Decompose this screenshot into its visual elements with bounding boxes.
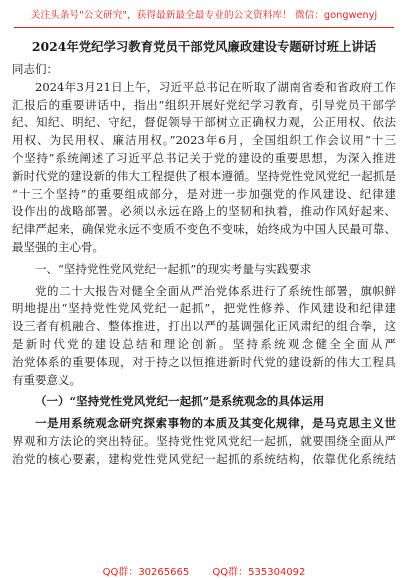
salutation: 同志们： (12, 62, 58, 76)
body-line: 用权、为民用权、廉洁用权。”2023年6月，全国组织工作会议用“十三 (12, 133, 396, 148)
header-divider (14, 27, 394, 28)
body-line: 最坚强的主心骨。 (12, 239, 104, 254)
body-line: 设作出的战略部署。必须以永远在路上的坚韧和执着，推动作风好起来、 (12, 204, 396, 219)
body-line: 设三者有机融合、整体推进，打出以严的基调强化正风肃纪的组合拳，这 (12, 319, 396, 334)
top-notice: 关注头条号"公文研究"，获得最新最全最专业的公文资料库！ 微信：gongwenyj (30, 10, 378, 21)
document-body (12, 61, 396, 469)
body-line: 党的二十大报告对健全全面从严治党体系进行了系统性部署，旗帜鲜 (35, 283, 396, 298)
body-line: 明地提出“坚持党性党风党纪一起抓”，把党性修养、作风建设和纪律建 (12, 301, 396, 316)
qq-group-2: QQ群：535304092 (212, 567, 306, 578)
body-line: 个坚持”系统阐述了习近平总书记关于党的建设的重要思想，为深入推进 (12, 150, 396, 165)
body-line: 纪律严起来，确保党永远不变质不变色不变味，始终成为中国人民最可靠、 (12, 222, 396, 237)
body-line: 汇报后的重要讲话中，指出“组织开展好党纪学习教育，引导党员干部学 (12, 97, 396, 112)
body-line: 新时代党的建设新的伟大工程提供了根本遵循。坚持党性党风党纪一起抓是 (12, 168, 396, 183)
body-line: 有重要意义。 (12, 372, 81, 387)
qq-group-1: QQ群：30265665 (102, 567, 190, 578)
footer (0, 563, 408, 578)
body-line: 2024年3月21日上午，习近平总书记在听取了湖南省委和省政府工作 (35, 79, 396, 94)
body-line: 治党的核心要素，建构党性党风党纪一起抓的系统结构，依靠优化系统结 (12, 451, 396, 466)
body-line: 界观和方法论的突出特征。坚持党性党风党纪一起抓，就要围绕全面从严 (12, 433, 396, 448)
body-line: 是新时代党的建设总结和理论创新。坚持系统观念健全全面从严 (12, 336, 396, 351)
body-line: 纪、知纪、明纪、守纪，督促领导干部树立正确权力观，公正用权、依法 (12, 115, 396, 130)
body-line: 治党体系的重要体现，对于持之以恒推进新时代党的建设新的伟大工程具 (12, 354, 396, 369)
body-line-bold: 一是用系统观念研究探索事物的本质及其变化规律，是马克思主义世 (35, 416, 396, 431)
subsection-heading: （一）“坚持党性党风党纪一起抓”是系统观念的具体运用 (35, 394, 325, 409)
body-line: “十三个坚持”的重要组成部分，是对进一步加强党的作风建设、纪律建 (12, 186, 396, 201)
section-heading: 一、“坚持党性党风党纪一起抓”的现实考量与实践要求 (35, 261, 312, 276)
document-title: 2024年党纪学习教育党员干部党风廉政建设专题研讨班上讲话 (31, 39, 377, 54)
